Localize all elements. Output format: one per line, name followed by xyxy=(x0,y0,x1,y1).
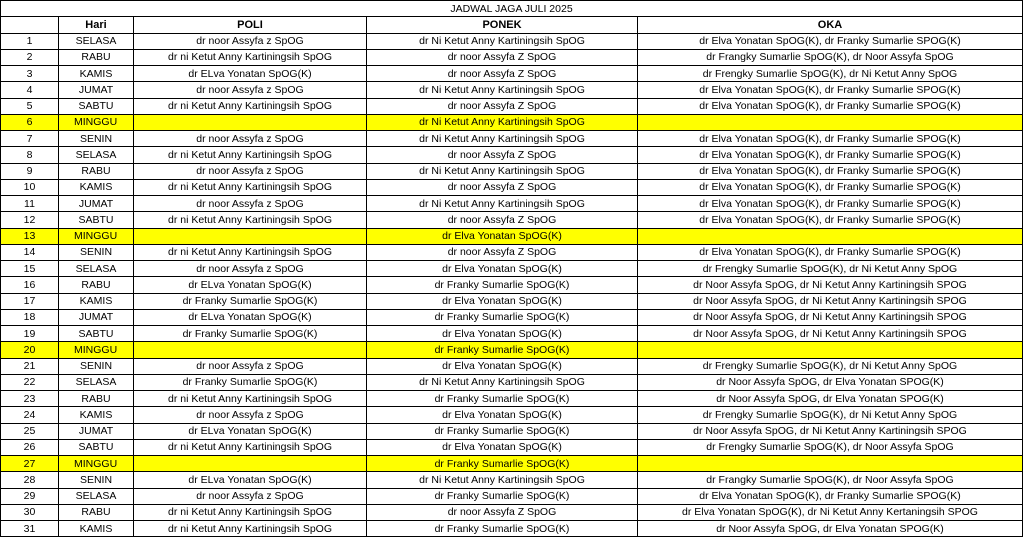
table-row xyxy=(1,147,1023,163)
table-row xyxy=(1,261,1023,277)
title-row xyxy=(1,1,1023,17)
cell-oka: dr Noor Assyfa SpOG, dr Elva Yonatan SPOG(K) xyxy=(638,374,1023,390)
cell-oka xyxy=(638,114,1023,130)
cell-poli: dr Franky Sumarlie SpOG(K) xyxy=(134,374,367,390)
table-title: JADWAL JAGA JULI 2025 xyxy=(1,1,1023,17)
cell-hari: SELASA xyxy=(59,147,134,163)
cell-hari: JUMAT xyxy=(59,423,134,439)
cell-oka: dr Noor Assyfa SpOG, dr Elva Yonatan SPOG(K) xyxy=(638,521,1023,537)
cell-hari: RABU xyxy=(59,391,134,407)
cell-oka: dr Elva Yonatan SpOG(K), dr Franky Sumarlie SPOG(K) xyxy=(638,131,1023,147)
cell-oka: dr Noor Assyfa SpOG, dr Ni Ketut Anny Kartiningsih SPOG xyxy=(638,293,1023,309)
cell-no: 11 xyxy=(1,196,59,212)
table-row xyxy=(1,358,1023,374)
cell-hari: MINGGU xyxy=(59,114,134,130)
table-row xyxy=(1,163,1023,179)
cell-no: 8 xyxy=(1,147,59,163)
cell-ponek: dr Ni Ketut Anny Kartiningsih SpOG xyxy=(367,33,638,49)
cell-hari: JUMAT xyxy=(59,196,134,212)
table-row-sunday xyxy=(1,456,1023,472)
cell-hari: SELASA xyxy=(59,488,134,504)
cell-hari: SABTU xyxy=(59,326,134,342)
table-row xyxy=(1,326,1023,342)
cell-hari: SABTU xyxy=(59,98,134,114)
cell-no: 13 xyxy=(1,228,59,244)
table-row xyxy=(1,472,1023,488)
table-row xyxy=(1,244,1023,260)
cell-oka: dr Elva Yonatan SpOG(K), dr Franky Sumarlie SPOG(K) xyxy=(638,33,1023,49)
cell-oka: dr Noor Assyfa SpOG, dr Ni Ketut Anny Kartiningsih SPOG xyxy=(638,277,1023,293)
header-hari: Hari xyxy=(59,17,134,33)
cell-poli: dr noor Assyfa z SpOG xyxy=(134,196,367,212)
cell-no: 1 xyxy=(1,33,59,49)
cell-no: 29 xyxy=(1,488,59,504)
cell-ponek: dr noor Assyfa Z SpOG xyxy=(367,212,638,228)
cell-hari: KAMIS xyxy=(59,293,134,309)
cell-no: 18 xyxy=(1,309,59,325)
cell-oka: dr Elva Yonatan SpOG(K), dr Franky Sumarlie SPOG(K) xyxy=(638,82,1023,98)
cell-ponek: dr noor Assyfa Z SpOG xyxy=(367,98,638,114)
cell-poli: dr ni Ketut Anny Kartiningsih SpOG xyxy=(134,212,367,228)
cell-poli xyxy=(134,342,367,358)
table-row xyxy=(1,196,1023,212)
table-row xyxy=(1,439,1023,455)
cell-poli: dr noor Assyfa z SpOG xyxy=(134,261,367,277)
table-row-sunday xyxy=(1,228,1023,244)
cell-no: 6 xyxy=(1,114,59,130)
header-no xyxy=(1,17,59,33)
cell-no: 2 xyxy=(1,49,59,65)
cell-no: 10 xyxy=(1,179,59,195)
cell-ponek: dr Elva Yonatan SpOG(K) xyxy=(367,261,638,277)
cell-poli: dr ni Ketut Anny Kartiningsih SpOG xyxy=(134,49,367,65)
cell-oka: dr Noor Assyfa SpOG, dr Ni Ketut Anny Kartiningsih SPOG xyxy=(638,326,1023,342)
schedule-body xyxy=(1,33,1023,537)
cell-oka: dr Elva Yonatan SpOG(K), dr Franky Sumarlie SPOG(K) xyxy=(638,98,1023,114)
table-row xyxy=(1,407,1023,423)
cell-oka xyxy=(638,342,1023,358)
table-row xyxy=(1,179,1023,195)
cell-ponek: dr Elva Yonatan SpOG(K) xyxy=(367,439,638,455)
cell-oka: dr Elva Yonatan SpOG(K), dr Franky Sumarlie SPOG(K) xyxy=(638,179,1023,195)
cell-ponek: dr Ni Ketut Anny Kartiningsih SpOG xyxy=(367,163,638,179)
header-row xyxy=(1,17,1023,33)
cell-no: 30 xyxy=(1,504,59,520)
cell-ponek: dr Elva Yonatan SpOG(K) xyxy=(367,326,638,342)
cell-oka: dr Frangky Sumarlie SpOG(K), dr Noor Assyfa SpOG xyxy=(638,49,1023,65)
cell-no: 21 xyxy=(1,358,59,374)
cell-ponek: dr Ni Ketut Anny Kartiningsih SpOG xyxy=(367,82,638,98)
table-row-sunday xyxy=(1,342,1023,358)
cell-no: 19 xyxy=(1,326,59,342)
cell-poli: dr ni Ketut Anny Kartiningsih SpOG xyxy=(134,98,367,114)
cell-hari: SENIN xyxy=(59,472,134,488)
cell-ponek: dr Franky Sumarlie SpOG(K) xyxy=(367,456,638,472)
cell-ponek: dr Franky Sumarlie SpOG(K) xyxy=(367,521,638,537)
table-row xyxy=(1,49,1023,65)
cell-ponek: dr Elva Yonatan SpOG(K) xyxy=(367,358,638,374)
cell-hari: SENIN xyxy=(59,358,134,374)
cell-ponek: dr Franky Sumarlie SpOG(K) xyxy=(367,309,638,325)
cell-oka: dr Frengky Sumarlie SpOG(K), dr Ni Ketut Anny SpOG xyxy=(638,407,1023,423)
cell-hari: SENIN xyxy=(59,131,134,147)
cell-poli: dr ELva Yonatan SpOG(K) xyxy=(134,309,367,325)
cell-hari: SABTU xyxy=(59,439,134,455)
cell-hari: KAMIS xyxy=(59,521,134,537)
cell-hari: KAMIS xyxy=(59,407,134,423)
table-row xyxy=(1,277,1023,293)
header-oka: OKA xyxy=(638,17,1023,33)
table-row xyxy=(1,98,1023,114)
cell-oka: dr Elva Yonatan SpOG(K), dr Franky Sumarlie SPOG(K) xyxy=(638,163,1023,179)
cell-poli: dr ELva Yonatan SpOG(K) xyxy=(134,472,367,488)
cell-oka: dr Elva Yonatan SpOG(K), dr Franky Sumarlie SPOG(K) xyxy=(638,488,1023,504)
cell-hari: KAMIS xyxy=(59,179,134,195)
cell-poli: dr ELva Yonatan SpOG(K) xyxy=(134,423,367,439)
cell-oka: dr Frangky Sumarlie SpOG(K), dr Noor Assyfa SpOG xyxy=(638,472,1023,488)
cell-hari: RABU xyxy=(59,504,134,520)
table-row xyxy=(1,33,1023,49)
cell-hari: RABU xyxy=(59,163,134,179)
cell-oka: dr Noor Assyfa SpOG, dr Ni Ketut Anny Kartiningsih SPOG xyxy=(638,423,1023,439)
cell-ponek: dr Franky Sumarlie SpOG(K) xyxy=(367,342,638,358)
cell-ponek: dr Elva Yonatan SpOG(K) xyxy=(367,228,638,244)
cell-no: 4 xyxy=(1,82,59,98)
cell-poli: dr noor Assyfa z SpOG xyxy=(134,358,367,374)
table-row xyxy=(1,488,1023,504)
table-row xyxy=(1,66,1023,82)
cell-no: 3 xyxy=(1,66,59,82)
cell-ponek: dr noor Assyfa Z SpOG xyxy=(367,147,638,163)
cell-ponek: dr Franky Sumarlie SpOG(K) xyxy=(367,488,638,504)
cell-hari: MINGGU xyxy=(59,228,134,244)
cell-no: 9 xyxy=(1,163,59,179)
cell-hari: MINGGU xyxy=(59,342,134,358)
table-row xyxy=(1,504,1023,520)
cell-hari: SENIN xyxy=(59,244,134,260)
cell-no: 17 xyxy=(1,293,59,309)
cell-poli: dr noor Assyfa z SpOG xyxy=(134,131,367,147)
cell-ponek: dr Franky Sumarlie SpOG(K) xyxy=(367,391,638,407)
cell-no: 7 xyxy=(1,131,59,147)
cell-no: 24 xyxy=(1,407,59,423)
cell-hari: SELASA xyxy=(59,33,134,49)
cell-ponek: dr Ni Ketut Anny Kartiningsih SpOG xyxy=(367,131,638,147)
cell-ponek: dr Ni Ketut Anny Kartiningsih SpOG xyxy=(367,196,638,212)
cell-poli: dr Franky Sumarlie SpOG(K) xyxy=(134,293,367,309)
cell-no: 28 xyxy=(1,472,59,488)
cell-poli: dr noor Assyfa z SpOG xyxy=(134,407,367,423)
cell-ponek: dr Elva Yonatan SpOG(K) xyxy=(367,293,638,309)
table-row xyxy=(1,423,1023,439)
cell-oka: dr Noor Assyfa SpOG, dr Elva Yonatan SPOG(K) xyxy=(638,391,1023,407)
cell-poli: dr ni Ketut Anny Kartiningsih SpOG xyxy=(134,244,367,260)
table-row xyxy=(1,212,1023,228)
cell-oka: dr Frengky Sumarlie SpOG(K), dr Ni Ketut Anny SpOG xyxy=(638,261,1023,277)
cell-poli xyxy=(134,456,367,472)
cell-hari: KAMIS xyxy=(59,66,134,82)
cell-hari: RABU xyxy=(59,277,134,293)
cell-poli: dr ELva Yonatan SpOG(K) xyxy=(134,66,367,82)
cell-oka xyxy=(638,456,1023,472)
table-row xyxy=(1,374,1023,390)
cell-oka: dr Noor Assyfa SpOG, dr Ni Ketut Anny Kartiningsih SPOG xyxy=(638,309,1023,325)
table-row xyxy=(1,309,1023,325)
cell-hari: JUMAT xyxy=(59,309,134,325)
table-row xyxy=(1,521,1023,537)
table-row xyxy=(1,131,1023,147)
cell-ponek: dr noor Assyfa Z SpOG xyxy=(367,504,638,520)
cell-no: 5 xyxy=(1,98,59,114)
cell-poli: dr noor Assyfa z SpOG xyxy=(134,488,367,504)
cell-no: 22 xyxy=(1,374,59,390)
cell-poli: dr ni Ketut Anny Kartiningsih SpOG xyxy=(134,521,367,537)
cell-no: 20 xyxy=(1,342,59,358)
header-ponek: PONEK xyxy=(367,17,638,33)
table-row-sunday xyxy=(1,114,1023,130)
cell-hari: SELASA xyxy=(59,374,134,390)
cell-no: 31 xyxy=(1,521,59,537)
cell-ponek: dr noor Assyfa Z SpOG xyxy=(367,49,638,65)
cell-hari: JUMAT xyxy=(59,82,134,98)
header-poli: POLI xyxy=(134,17,367,33)
cell-oka xyxy=(638,228,1023,244)
cell-oka: dr Elva Yonatan SpOG(K), dr Franky Sumarlie SPOG(K) xyxy=(638,147,1023,163)
cell-poli: dr ni Ketut Anny Kartiningsih SpOG xyxy=(134,391,367,407)
cell-hari: SABTU xyxy=(59,212,134,228)
cell-ponek: dr noor Assyfa Z SpOG xyxy=(367,244,638,260)
cell-poli: dr ni Ketut Anny Kartiningsih SpOG xyxy=(134,147,367,163)
cell-poli: dr noor Assyfa z SpOG xyxy=(134,33,367,49)
cell-oka: dr Frengky Sumarlie SpOG(K), dr Noor Assyfa SpOG xyxy=(638,439,1023,455)
cell-ponek: dr noor Assyfa Z SpOG xyxy=(367,66,638,82)
cell-poli: dr ni Ketut Anny Kartiningsih SpOG xyxy=(134,504,367,520)
cell-oka: dr Frengky Sumarlie SpOG(K), dr Ni Ketut Anny SpOG xyxy=(638,66,1023,82)
cell-hari: MINGGU xyxy=(59,456,134,472)
cell-ponek: dr noor Assyfa Z SpOG xyxy=(367,179,638,195)
cell-no: 27 xyxy=(1,456,59,472)
cell-oka: dr Elva Yonatan SpOG(K), dr Ni Ketut Anny Kertaningsih SPOG xyxy=(638,504,1023,520)
cell-ponek: dr Ni Ketut Anny Kartiningsih SpOG xyxy=(367,114,638,130)
cell-poli: dr noor Assyfa z SpOG xyxy=(134,82,367,98)
cell-ponek: dr Ni Ketut Anny Kartiningsih SpOG xyxy=(367,374,638,390)
cell-ponek: dr Elva Yonatan SpOG(K) xyxy=(367,407,638,423)
cell-oka: dr Frengky Sumarlie SpOG(K), dr Ni Ketut Anny SpOG xyxy=(638,358,1023,374)
cell-oka: dr Elva Yonatan SpOG(K), dr Franky Sumarlie SPOG(K) xyxy=(638,196,1023,212)
table-row xyxy=(1,391,1023,407)
cell-poli: dr ni Ketut Anny Kartiningsih SpOG xyxy=(134,179,367,195)
table-row xyxy=(1,82,1023,98)
cell-poli: dr noor Assyfa z SpOG xyxy=(134,163,367,179)
cell-poli: dr ni Ketut Anny Kartiningsih SpOG xyxy=(134,439,367,455)
cell-no: 12 xyxy=(1,212,59,228)
cell-no: 25 xyxy=(1,423,59,439)
cell-no: 14 xyxy=(1,244,59,260)
cell-oka: dr Elva Yonatan SpOG(K), dr Franky Sumarlie SPOG(K) xyxy=(638,212,1023,228)
cell-no: 26 xyxy=(1,439,59,455)
cell-no: 23 xyxy=(1,391,59,407)
cell-ponek: dr Ni Ketut Anny Kartiningsih SpOG xyxy=(367,472,638,488)
cell-ponek: dr Franky Sumarlie SpOG(K) xyxy=(367,277,638,293)
cell-no: 16 xyxy=(1,277,59,293)
cell-hari: SELASA xyxy=(59,261,134,277)
cell-poli xyxy=(134,114,367,130)
cell-poli: dr ELva Yonatan SpOG(K) xyxy=(134,277,367,293)
cell-ponek: dr Franky Sumarlie SpOG(K) xyxy=(367,423,638,439)
cell-oka: dr Elva Yonatan SpOG(K), dr Franky Sumarlie SPOG(K) xyxy=(638,244,1023,260)
cell-poli xyxy=(134,228,367,244)
cell-poli: dr Franky Sumarlie SpOG(K) xyxy=(134,326,367,342)
table-row xyxy=(1,293,1023,309)
cell-hari: RABU xyxy=(59,49,134,65)
cell-no: 15 xyxy=(1,261,59,277)
